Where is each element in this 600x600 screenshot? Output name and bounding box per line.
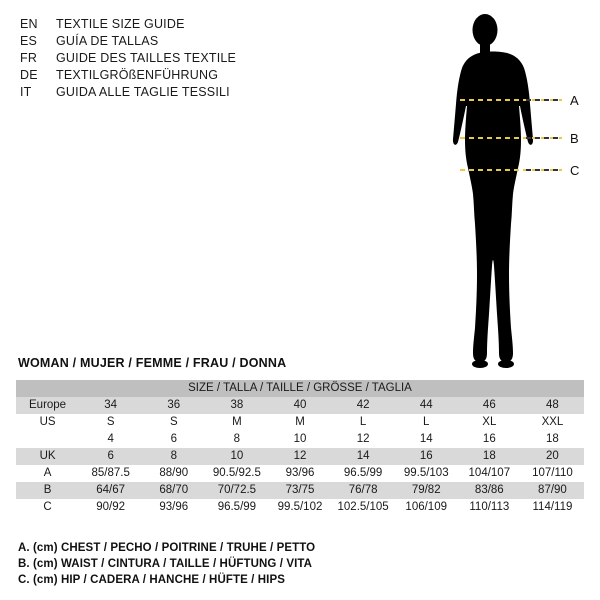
language-text-es: GUÍA DE TALLAS	[56, 34, 159, 48]
cell: 46	[458, 397, 521, 414]
cell: 83/86	[458, 482, 521, 499]
cell: 104/107	[458, 465, 521, 482]
cell: 79/82	[395, 482, 458, 499]
section-title: WOMAN / MUJER / FEMME / FRAU / DONNA	[18, 356, 287, 370]
table-row	[16, 448, 584, 465]
table-header-row	[16, 380, 584, 397]
cell: XL	[458, 414, 521, 431]
marker-label-a: A	[570, 93, 579, 108]
table-row	[16, 465, 584, 482]
cell: 16	[395, 448, 458, 465]
cell: 93/96	[142, 499, 205, 516]
silhouette-shape	[453, 14, 533, 368]
table-row	[16, 431, 584, 448]
marker-label-b: B	[570, 131, 579, 146]
row-label: A	[16, 465, 79, 482]
cell: 70/72.5	[205, 482, 268, 499]
cell: 16	[458, 431, 521, 448]
cell: 90.5/92.5	[205, 465, 268, 482]
cell: 40	[268, 397, 331, 414]
table-row	[16, 482, 584, 499]
cell: 85/87.5	[79, 465, 142, 482]
language-text-en: TEXTILE SIZE GUIDE	[56, 17, 185, 31]
footnotes-block	[18, 540, 578, 588]
cell: 107/110	[521, 465, 584, 482]
size-table-wrapper	[16, 380, 584, 516]
row-label: UK	[16, 448, 79, 465]
cell: 99.5/102	[268, 499, 331, 516]
marker-label-c: C	[570, 163, 580, 178]
language-code-de: DE	[20, 68, 38, 82]
size-table	[16, 380, 584, 516]
cell: 110/113	[458, 499, 521, 516]
cell: 14	[332, 448, 395, 465]
cell: 10	[268, 431, 331, 448]
cell: L	[332, 414, 395, 431]
language-row-fr	[20, 50, 340, 67]
cell: 42	[332, 397, 395, 414]
cell: 90/92	[79, 499, 142, 516]
cell: 36	[142, 397, 205, 414]
language-code-fr: FR	[20, 51, 38, 65]
table-header-cell: SIZE / TALLA / TAILLE / GRÖSSE / TAGLIA	[16, 380, 584, 397]
cell: 102.5/105	[332, 499, 395, 516]
cell: 68/70	[142, 482, 205, 499]
cell: M	[205, 414, 268, 431]
cell: 8	[142, 448, 205, 465]
cell: 12	[332, 431, 395, 448]
table-row	[16, 414, 584, 431]
language-row-en	[20, 16, 340, 33]
cell: 106/109	[395, 499, 458, 516]
cell: XXL	[521, 414, 584, 431]
cell: 48	[521, 397, 584, 414]
language-text-it: GUIDA ALLE TAGLIE TESSILI	[56, 85, 230, 99]
row-label: B	[16, 482, 79, 499]
cell: 99.5/103	[395, 465, 458, 482]
female-body-figure	[430, 8, 590, 378]
language-row-es	[20, 33, 340, 50]
cell: S	[142, 414, 205, 431]
cell: 20	[521, 448, 584, 465]
cell: 18	[521, 431, 584, 448]
cell: 64/67	[79, 482, 142, 499]
cell: 76/78	[332, 482, 395, 499]
cell: 12	[268, 448, 331, 465]
language-code-en: EN	[20, 17, 38, 31]
footnote-chest: A. (cm) CHEST / PECHO / POITRINE / TRUHE / PETTO	[18, 542, 316, 554]
footnote-waist: B. (cm) WAIST / CINTURA / TAILLE / HÜFTUNG / VITA	[18, 558, 313, 570]
language-row-it	[20, 84, 340, 101]
footnote-hip: C. (cm) HIP / CADERA / HANCHE / HÜFTE / HIPS	[18, 574, 286, 586]
cell: 73/75	[268, 482, 331, 499]
row-label: US	[16, 414, 79, 431]
cell: 87/90	[521, 482, 584, 499]
cell: 96.5/99	[205, 499, 268, 516]
row-label: C	[16, 499, 79, 516]
cell: 38	[205, 397, 268, 414]
cell: 18	[458, 448, 521, 465]
row-label: Europe	[16, 397, 79, 414]
cell: 34	[79, 397, 142, 414]
cell: 114/119	[521, 499, 584, 516]
cell: 4	[79, 431, 142, 448]
cell: 6	[142, 431, 205, 448]
cell: 44	[395, 397, 458, 414]
cell: 93/96	[268, 465, 331, 482]
language-header-block	[20, 16, 340, 101]
table-row	[16, 499, 584, 516]
cell: L	[395, 414, 458, 431]
cell: 10	[205, 448, 268, 465]
cell: 6	[79, 448, 142, 465]
cell: S	[79, 414, 142, 431]
language-code-es: ES	[20, 34, 38, 48]
row-label	[16, 431, 79, 448]
language-row-de	[20, 67, 340, 84]
table-row	[16, 397, 584, 414]
cell: M	[268, 414, 331, 431]
cell: 88/90	[142, 465, 205, 482]
language-text-de: TEXTILGRÖßENFÜHRUNG	[56, 68, 219, 82]
language-code-it: IT	[20, 85, 32, 99]
cell: 96.5/99	[332, 465, 395, 482]
cell: 8	[205, 431, 268, 448]
cell: 14	[395, 431, 458, 448]
language-text-fr: GUIDE DES TAILLES TEXTILE	[56, 51, 237, 65]
